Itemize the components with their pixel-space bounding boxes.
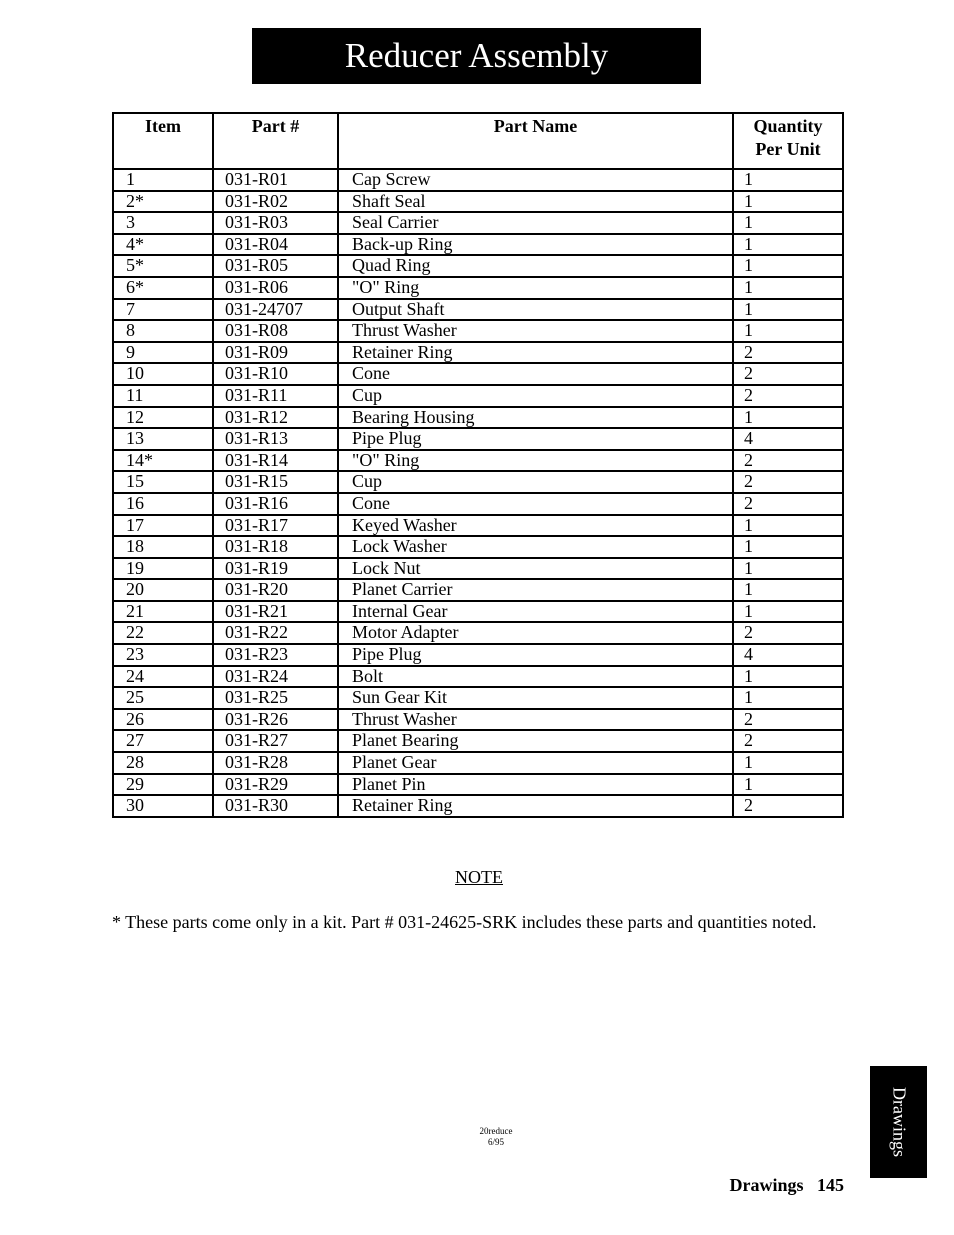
item-cell: 16 — [113, 493, 213, 515]
part-name-cell: Seal Carrier — [338, 212, 733, 234]
part-name-cell: Planet Gear — [338, 752, 733, 774]
item-cell: 10 — [113, 363, 213, 385]
table-row — [113, 601, 843, 623]
table-row — [113, 299, 843, 321]
item-cell: 1 — [113, 169, 213, 191]
item-cell: 2* — [113, 191, 213, 213]
part-name-cell: Cap Screw — [338, 169, 733, 191]
part-number-cell: 031-R17 — [213, 515, 338, 537]
part-number-cell: 031-24707 — [213, 299, 338, 321]
part-name-cell: Cone — [338, 363, 733, 385]
item-cell: 7 — [113, 299, 213, 321]
table-row — [113, 709, 843, 731]
part-number-cell: 031-R22 — [213, 622, 338, 644]
part-number-cell: 031-R13 — [213, 428, 338, 450]
table-row — [113, 666, 843, 688]
table-row — [113, 191, 843, 213]
table-row — [113, 450, 843, 472]
part-name-cell: Cup — [338, 385, 733, 407]
table-row — [113, 687, 843, 709]
part-number-cell: 031-R14 — [213, 450, 338, 472]
item-cell: 12 — [113, 407, 213, 429]
item-cell: 6* — [113, 277, 213, 299]
header-quantity — [733, 113, 843, 169]
part-number-cell: 031-R20 — [213, 579, 338, 601]
part-number-cell: 031-R08 — [213, 320, 338, 342]
part-number-cell: 031-R09 — [213, 342, 338, 364]
item-cell: 23 — [113, 644, 213, 666]
section-side-tab — [870, 1066, 927, 1178]
part-name-cell: "O" Ring — [338, 277, 733, 299]
part-name-cell: Retainer Ring — [338, 342, 733, 364]
table-row — [113, 428, 843, 450]
item-cell: 13 — [113, 428, 213, 450]
part-number-cell: 031-R16 — [213, 493, 338, 515]
part-number-cell: 031-R10 — [213, 363, 338, 385]
part-name-cell: Bearing Housing — [338, 407, 733, 429]
table-row — [113, 277, 843, 299]
quantity-cell: 2 — [733, 385, 843, 407]
table-row — [113, 493, 843, 515]
table-row — [113, 255, 843, 277]
item-cell: 29 — [113, 774, 213, 796]
part-number-cell: 031-R19 — [213, 558, 338, 580]
part-name-cell: Thrust Washer — [338, 709, 733, 731]
part-name-cell: Output Shaft — [338, 299, 733, 321]
table-row — [113, 622, 843, 644]
table-row — [113, 536, 843, 558]
item-cell: 15 — [113, 471, 213, 493]
document-code-name: 20reduce — [479, 1126, 513, 1136]
part-name-cell: Sun Gear Kit — [338, 687, 733, 709]
item-cell: 11 — [113, 385, 213, 407]
page-title: Reducer Assembly — [252, 28, 701, 84]
quantity-cell: 1 — [733, 601, 843, 623]
table-row — [113, 385, 843, 407]
header-part-number: Part # — [213, 113, 338, 169]
part-number-cell: 031-R04 — [213, 234, 338, 256]
part-number-cell: 031-R11 — [213, 385, 338, 407]
part-number-cell: 031-R26 — [213, 709, 338, 731]
item-cell: 26 — [113, 709, 213, 731]
quantity-cell: 1 — [733, 169, 843, 191]
note-text: * These parts come only in a kit. Part # 031-24625-SRK includes these parts and quantities noted. — [112, 912, 817, 932]
table-row — [113, 363, 843, 385]
item-cell: 30 — [113, 795, 213, 817]
item-cell: 25 — [113, 687, 213, 709]
item-cell: 9 — [113, 342, 213, 364]
item-cell: 18 — [113, 536, 213, 558]
header-quantity-line1: Quantity — [753, 116, 823, 136]
part-name-cell: Back-up Ring — [338, 234, 733, 256]
quantity-cell: 1 — [733, 320, 843, 342]
item-cell: 24 — [113, 666, 213, 688]
part-number-cell: 031-R25 — [213, 687, 338, 709]
document-code-date: 6/95 — [487, 1137, 504, 1147]
document-code — [446, 1126, 546, 1148]
table-row — [113, 644, 843, 666]
quantity-cell: 4 — [733, 428, 843, 450]
part-number-cell: 031-R01 — [213, 169, 338, 191]
quantity-cell: 1 — [733, 255, 843, 277]
parts-table — [112, 112, 844, 818]
part-name-cell: Internal Gear — [338, 601, 733, 623]
table-row — [113, 320, 843, 342]
table-row — [113, 515, 843, 537]
part-name-cell: Bolt — [338, 666, 733, 688]
part-number-cell: 031-R03 — [213, 212, 338, 234]
header-quantity-line2: Per Unit — [755, 139, 821, 159]
part-number-cell: 031-R12 — [213, 407, 338, 429]
part-number-cell: 031-R18 — [213, 536, 338, 558]
part-name-cell: Pipe Plug — [338, 644, 733, 666]
table-row — [113, 558, 843, 580]
quantity-cell: 2 — [733, 730, 843, 752]
item-cell: 19 — [113, 558, 213, 580]
part-name-cell: "O" Ring — [338, 450, 733, 472]
table-row — [113, 795, 843, 817]
quantity-cell: 1 — [733, 234, 843, 256]
part-number-cell: 031-R30 — [213, 795, 338, 817]
part-number-cell: 031-R29 — [213, 774, 338, 796]
item-cell: 28 — [113, 752, 213, 774]
parts-table-body — [113, 169, 843, 817]
item-cell: 4* — [113, 234, 213, 256]
quantity-cell: 1 — [733, 515, 843, 537]
note-heading: NOTE — [455, 867, 503, 887]
part-name-cell: Planet Bearing — [338, 730, 733, 752]
table-header-row — [113, 113, 843, 169]
table-row — [113, 407, 843, 429]
quantity-cell: 2 — [733, 493, 843, 515]
quantity-cell: 1 — [733, 774, 843, 796]
part-number-cell: 031-R27 — [213, 730, 338, 752]
part-number-cell: 031-R02 — [213, 191, 338, 213]
table-row — [113, 471, 843, 493]
part-name-cell: Planet Carrier — [338, 579, 733, 601]
item-cell: 17 — [113, 515, 213, 537]
part-number-cell: 031-R06 — [213, 277, 338, 299]
item-cell: 3 — [113, 212, 213, 234]
part-number-cell: 031-R15 — [213, 471, 338, 493]
quantity-cell: 1 — [733, 666, 843, 688]
part-name-cell: Shaft Seal — [338, 191, 733, 213]
part-number-cell: 031-R24 — [213, 666, 338, 688]
table-row — [113, 342, 843, 364]
quantity-cell: 1 — [733, 579, 843, 601]
part-number-cell: 031-R28 — [213, 752, 338, 774]
header-part-name: Part Name — [338, 113, 733, 169]
quantity-cell: 1 — [733, 752, 843, 774]
part-name-cell: Thrust Washer — [338, 320, 733, 342]
part-name-cell: Lock Nut — [338, 558, 733, 580]
header-item: Item — [113, 113, 213, 169]
item-cell: 20 — [113, 579, 213, 601]
part-number-cell: 031-R23 — [213, 644, 338, 666]
table-row — [113, 730, 843, 752]
quantity-cell: 2 — [733, 795, 843, 817]
quantity-cell: 2 — [733, 709, 843, 731]
page-number: 145 — [817, 1175, 844, 1195]
part-name-cell: Retainer Ring — [338, 795, 733, 817]
table-row — [113, 752, 843, 774]
part-name-cell: Keyed Washer — [338, 515, 733, 537]
quantity-cell: 1 — [733, 558, 843, 580]
quantity-cell: 1 — [733, 191, 843, 213]
footer-section: Drawings — [729, 1175, 804, 1195]
item-cell: 8 — [113, 320, 213, 342]
quantity-cell: 2 — [733, 622, 843, 644]
quantity-cell: 1 — [733, 277, 843, 299]
part-name-cell: Pipe Plug — [338, 428, 733, 450]
quantity-cell: 1 — [733, 536, 843, 558]
part-name-cell: Motor Adapter — [338, 622, 733, 644]
page-footer — [729, 1175, 844, 1196]
quantity-cell: 2 — [733, 471, 843, 493]
item-cell: 5* — [113, 255, 213, 277]
quantity-cell: 4 — [733, 644, 843, 666]
part-number-cell: 031-R21 — [213, 601, 338, 623]
table-row — [113, 234, 843, 256]
part-name-cell: Lock Washer — [338, 536, 733, 558]
part-name-cell: Quad Ring — [338, 255, 733, 277]
item-cell: 21 — [113, 601, 213, 623]
table-row — [113, 212, 843, 234]
quantity-cell: 1 — [733, 212, 843, 234]
part-name-cell: Cone — [338, 493, 733, 515]
quantity-cell: 2 — [733, 450, 843, 472]
quantity-cell: 2 — [733, 363, 843, 385]
item-cell: 22 — [113, 622, 213, 644]
table-row — [113, 169, 843, 191]
item-cell: 14* — [113, 450, 213, 472]
quantity-cell: 2 — [733, 342, 843, 364]
item-cell: 27 — [113, 730, 213, 752]
quantity-cell: 1 — [733, 687, 843, 709]
table-row — [113, 774, 843, 796]
part-name-cell: Planet Pin — [338, 774, 733, 796]
table-row — [113, 579, 843, 601]
section-side-tab-label: Drawings — [889, 1087, 909, 1157]
quantity-cell: 1 — [733, 299, 843, 321]
part-number-cell: 031-R05 — [213, 255, 338, 277]
quantity-cell: 1 — [733, 407, 843, 429]
part-name-cell: Cup — [338, 471, 733, 493]
